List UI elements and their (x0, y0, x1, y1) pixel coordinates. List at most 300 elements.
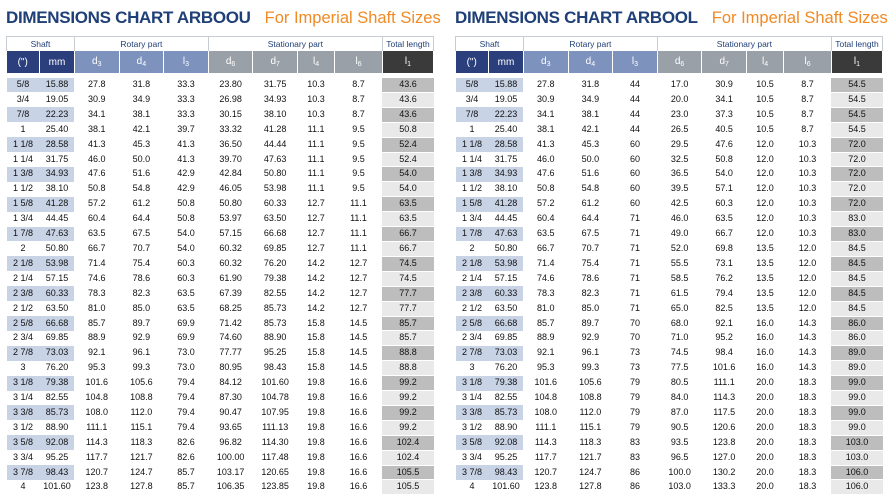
cell-d7: 53.98 (263, 183, 287, 194)
cell-l6: 16.6 (349, 436, 368, 447)
cell-shaft-inch: 3 1/8 (7, 376, 40, 391)
cell-d7: 95.25 (263, 347, 287, 358)
cell-d6: 77.5 (670, 362, 689, 373)
cell-shaft-mm: 50.80 (494, 242, 518, 253)
dimensions-table (6, 36, 434, 495)
cell-l4: 13.5 (756, 242, 774, 253)
table-row (456, 212, 883, 227)
cell-shaft-mm: 60.33 (488, 286, 523, 301)
cell-l3: 82.6 (177, 451, 195, 462)
table-row (456, 361, 883, 376)
cell-d3: 46.0 (537, 153, 555, 164)
cell-shaft-inch: 1 5/8 (456, 197, 489, 212)
cell-d7: 69.8 (715, 242, 733, 253)
cell-l4: 20.0 (756, 421, 774, 432)
cell-d4: 51.6 (132, 168, 151, 179)
sym-l6: $l_6$ (335, 51, 383, 73)
cell-d3: 120.7 (534, 466, 558, 477)
cell-d3: 27.8 (537, 79, 555, 90)
cell-d6: 36.50 (219, 138, 242, 149)
cell-l3: 69.9 (177, 317, 195, 328)
cell-d4: 78.6 (132, 272, 151, 283)
cell-d6: 39.5 (670, 183, 689, 194)
cell-shaft-mm: 88.90 (45, 421, 69, 432)
cell-d3: 108.0 (85, 406, 109, 417)
cell-d7: 66.7 (715, 228, 733, 239)
group-shaft: Shaft (456, 37, 524, 52)
cell-l1: 74.5 (382, 256, 433, 271)
cell-l4: 16.0 (756, 317, 774, 328)
cell-l6: 18.3 (798, 421, 817, 432)
cell-d3: 81.0 (537, 302, 555, 313)
sym-l3: $l_3$ (164, 51, 209, 73)
cell-shaft-inch: 1 1/4 (12, 153, 33, 164)
cell-shaft-inch: 3 3/4 (12, 451, 33, 462)
cell-d3: 30.9 (88, 93, 106, 104)
cell-l3: 86 (629, 481, 640, 492)
cell-shaft-inch: 7/8 (456, 107, 489, 122)
chart-heading (455, 0, 888, 36)
cell-l6: 14.3 (798, 332, 817, 343)
cell-d3: 85.7 (537, 317, 555, 328)
table-row (456, 331, 883, 346)
table-row (456, 465, 883, 480)
cell-l1: 88.8 (382, 346, 433, 361)
table-row (7, 92, 434, 107)
cell-d7: 101.6 (712, 362, 736, 373)
cell-shaft-inch: 1 7/8 (7, 227, 40, 242)
sym-d7: $d_7$ (702, 51, 747, 73)
cell-d3: 34.1 (537, 108, 555, 119)
cell-d6: 50.80 (219, 198, 242, 209)
cell-shaft-inch: 2 5/8 (456, 316, 489, 331)
cell-l1: 54.5 (831, 92, 882, 107)
cell-l6: 14.5 (349, 362, 368, 373)
cell-l6: 18.3 (798, 436, 817, 447)
cell-d7: 82.55 (263, 287, 287, 298)
cell-shaft-inch: 1 (469, 123, 475, 134)
group-shaft: Shaft (7, 37, 75, 52)
cell-l6: 14.5 (349, 317, 368, 328)
cell-l1: 84.5 (831, 256, 882, 271)
cell-d4: 108.8 (130, 392, 153, 403)
cell-l4: 19.8 (307, 436, 325, 447)
cell-d3: 120.7 (85, 466, 109, 477)
cell-shaft-inch: 1 1/8 (7, 137, 40, 152)
cell-l6: 16.6 (349, 392, 368, 403)
cell-l6: 11.1 (350, 228, 367, 239)
cell-d3: 63.5 (537, 228, 555, 239)
cell-l4: 16.0 (756, 332, 774, 343)
cell-d3: 114.3 (85, 436, 108, 447)
cell-d6: 87.0 (670, 406, 689, 417)
cell-l6: 9.5 (352, 138, 365, 149)
cell-d3: 95.3 (88, 362, 106, 373)
cell-d6: 26.5 (670, 123, 689, 134)
cell-l1: 43.6 (382, 78, 433, 92)
cell-d3: 95.3 (537, 362, 555, 373)
cell-d4: 105.6 (130, 377, 153, 388)
cell-d3: 60.4 (88, 213, 106, 224)
cell-shaft-inch: 1 1/2 (461, 183, 482, 194)
table-row (7, 420, 434, 435)
cell-shaft-inch: 2 3/4 (12, 332, 33, 343)
cell-d7: 104.78 (261, 392, 289, 403)
cell-d7: 30.9 (715, 79, 733, 90)
cell-d7: 31.75 (263, 79, 287, 90)
cell-shaft-mm: 47.63 (39, 227, 74, 242)
table-row (456, 450, 883, 465)
cell-shaft-mm: 82.55 (494, 392, 518, 403)
cell-d7: 60.3 (715, 198, 733, 209)
cell-l4: 12.0 (756, 198, 774, 209)
cell-l3: 71 (629, 213, 640, 224)
cell-d4: 99.3 (132, 362, 151, 373)
cell-d7: 44.44 (263, 138, 287, 149)
cell-l4: 20.0 (756, 436, 774, 447)
cell-shaft-inch: 2 1/2 (12, 302, 33, 313)
cell-l1: 86.0 (831, 316, 882, 331)
cell-l6: 8.7 (352, 93, 365, 104)
cell-d7: 123.85 (261, 481, 289, 492)
cell-shaft-mm: 60.33 (39, 286, 74, 301)
cell-d6: 60.32 (219, 257, 242, 268)
cell-d3: 27.8 (88, 79, 106, 90)
cell-l1: 99.0 (831, 391, 882, 406)
cell-d7: 114.30 (261, 436, 289, 447)
cell-shaft-inch: 2 3/4 (461, 332, 482, 343)
cell-l6: 18.3 (798, 466, 817, 477)
cell-d4: 96.1 (132, 347, 151, 358)
cell-d7: 95.2 (715, 332, 733, 343)
sym-d6: $d_6$ (657, 51, 702, 73)
cell-d6: 53.97 (219, 213, 242, 224)
cell-shaft-mm: 73.03 (39, 346, 74, 361)
cell-l1: 89.0 (831, 346, 882, 361)
cell-d4: 85.0 (132, 302, 151, 313)
cell-shaft-inch: 1 (20, 123, 26, 134)
cell-l1: 52.4 (382, 152, 433, 167)
table-row (7, 316, 434, 331)
cell-d6: 84.12 (219, 377, 242, 388)
cell-d7: 98.43 (263, 362, 287, 373)
cell-shaft-inch: 2 1/2 (461, 302, 482, 313)
cell-l3: 39.7 (177, 123, 195, 134)
cell-l6: 12.0 (798, 257, 817, 268)
cell-l6: 10.3 (798, 213, 817, 224)
cell-l4: 11.1 (307, 183, 325, 194)
cell-d3: 101.6 (85, 377, 109, 388)
table-row (456, 152, 883, 167)
cell-shaft-mm: 15.88 (488, 78, 523, 92)
cell-d6: 61.90 (219, 272, 242, 283)
cell-l4: 12.0 (756, 138, 774, 149)
cell-l4: 13.5 (756, 257, 774, 268)
cell-l1: 102.4 (382, 435, 433, 450)
cell-l6: 12.0 (798, 242, 817, 253)
cell-l6: 12.7 (349, 272, 368, 283)
cell-d6: 32.5 (670, 153, 689, 164)
cell-l6: 18.3 (798, 377, 817, 388)
cell-l3: 50.8 (177, 198, 195, 209)
cell-l3: 41.3 (177, 153, 195, 164)
cell-d4: 67.5 (132, 228, 151, 239)
cell-shaft-mm: 47.63 (488, 227, 523, 242)
cell-d6: 80.95 (219, 362, 242, 373)
cell-d7: 79.38 (263, 272, 287, 283)
cell-l3: 86 (629, 466, 640, 477)
cell-d7: 47.6 (715, 138, 733, 149)
cell-shaft-inch: 1 3/8 (7, 167, 40, 182)
cell-shaft-inch: 3 1/4 (12, 392, 33, 403)
cell-d6: 87.30 (219, 392, 242, 403)
cell-d7: 54.0 (715, 168, 733, 179)
cell-l4: 11.1 (307, 138, 325, 149)
cell-shaft-mm: 85.73 (39, 405, 74, 420)
table-row (456, 92, 883, 107)
cell-l3: 73 (629, 347, 640, 358)
cell-d6: 20.0 (670, 93, 689, 104)
cell-shaft-inch: 2 (20, 242, 26, 253)
cell-d6: 74.5 (670, 347, 689, 358)
cell-d3: 92.1 (537, 347, 555, 358)
cell-shaft-inch: 1 1/2 (12, 183, 33, 194)
cell-d3: 123.8 (85, 481, 109, 492)
cell-l3: 79.4 (177, 421, 195, 432)
table-row (456, 137, 883, 152)
cell-shaft-inch: 2 1/4 (461, 272, 482, 283)
cell-d3: 85.7 (88, 317, 106, 328)
cell-shaft-inch: 1 3/4 (461, 213, 482, 224)
group-total: Total length (382, 37, 433, 52)
cell-shaft-inch: 3 7/8 (7, 465, 40, 480)
cell-l3: 60.3 (177, 272, 195, 283)
cell-shaft-mm: 88.90 (494, 421, 518, 432)
cell-l3: 60 (629, 168, 640, 179)
cell-l4: 10.5 (756, 123, 774, 134)
cell-d6: 52.0 (670, 242, 689, 253)
cell-shaft-inch: 3 3/8 (456, 405, 489, 420)
table-row (7, 241, 434, 256)
cell-d4: 124.7 (579, 466, 602, 477)
cell-shaft-mm: 101.60 (43, 481, 71, 492)
cell-d4: 124.7 (130, 466, 153, 477)
cell-d3: 71.4 (88, 257, 106, 268)
cell-shaft-mm: 92.08 (39, 435, 74, 450)
cell-l6: 14.3 (798, 362, 817, 373)
group-rotary: Rotary part (74, 37, 208, 52)
symbol-header-row (456, 51, 883, 73)
cell-l1: 105.5 (382, 480, 433, 495)
cell-d4: 89.7 (132, 317, 151, 328)
cell-d4: 61.2 (581, 198, 600, 209)
sym-d4: $d_4$ (119, 51, 164, 73)
cell-d4: 96.1 (581, 347, 600, 358)
cell-l1: 72.0 (831, 152, 882, 167)
cell-l6: 16.6 (349, 377, 368, 388)
cell-shaft-mm: 95.25 (45, 451, 69, 462)
cell-l1: 63.5 (382, 197, 433, 212)
cell-l1: 54.5 (831, 107, 882, 122)
cell-d3: 60.4 (537, 213, 555, 224)
cell-l4: 12.7 (307, 213, 325, 224)
cell-l3: 44 (629, 123, 640, 134)
cell-shaft-inch: 3 3/8 (7, 405, 40, 420)
group-total: Total length (831, 37, 882, 52)
cell-l3: 33.3 (177, 93, 195, 104)
cell-l4: 14.2 (307, 287, 325, 298)
cell-l3: 83 (629, 436, 640, 447)
cell-l4: 11.1 (307, 168, 325, 179)
cell-d4: 42.1 (132, 123, 151, 134)
cell-d3: 47.6 (537, 168, 555, 179)
cell-d6: 77.77 (219, 347, 242, 358)
table-row (456, 301, 883, 316)
cell-l3: 44 (629, 93, 640, 104)
chart-heading (6, 0, 441, 36)
cell-l1: 77.7 (382, 301, 433, 316)
cell-l1: 84.5 (831, 301, 882, 316)
cell-d6: 65.0 (670, 302, 689, 313)
sym-d3: $d_3$ (523, 51, 568, 73)
cell-d7: 50.80 (263, 168, 287, 179)
cell-l1: 54.5 (831, 78, 882, 92)
cell-shaft-inch: 2 1/8 (7, 256, 40, 271)
cell-shaft-inch: 3 1/8 (456, 376, 489, 391)
table-row (7, 346, 434, 361)
chart-subtitle: For Imperial Shaft Sizes (264, 9, 441, 27)
cell-d3: 74.6 (88, 272, 106, 283)
table-row (7, 212, 434, 227)
table-row (456, 405, 883, 420)
table-row (7, 465, 434, 480)
cell-d4: 64.4 (132, 213, 151, 224)
cell-l6: 8.7 (352, 79, 365, 90)
cell-l1: 43.6 (382, 92, 433, 107)
cell-d7: 98.4 (715, 347, 733, 358)
cell-d3: 71.4 (537, 257, 555, 268)
cell-shaft-mm: 25.40 (494, 123, 518, 134)
cell-d3: 117.7 (85, 451, 108, 462)
cell-l4: 13.5 (756, 287, 774, 298)
cell-l1: 89.0 (831, 361, 882, 376)
cell-d3: 123.8 (534, 481, 558, 492)
cell-l4: 14.2 (307, 272, 325, 283)
cell-d3: 88.9 (537, 332, 555, 343)
cell-l4: 11.1 (307, 123, 325, 134)
cell-shaft-mm: 53.98 (39, 256, 74, 271)
cell-d4: 118.3 (130, 436, 153, 447)
cell-d4: 45.3 (581, 138, 600, 149)
cell-shaft-inch: 1 1/4 (461, 153, 482, 164)
cell-shaft-mm: 25.40 (45, 123, 69, 134)
cell-d6: 33.32 (219, 123, 242, 134)
cell-shaft-mm: 31.75 (45, 153, 69, 164)
cell-d7: 38.10 (263, 108, 287, 119)
table-row (7, 376, 434, 391)
cell-d7: 40.5 (715, 123, 733, 134)
cell-d4: 127.8 (130, 481, 153, 492)
cell-l4: 10.5 (756, 93, 774, 104)
table-row (456, 256, 883, 271)
cell-d7: 34.93 (263, 93, 287, 104)
cell-d3: 63.5 (88, 228, 106, 239)
cell-l3: 79.4 (177, 406, 195, 417)
cell-l6: 14.3 (798, 347, 817, 358)
cell-l3: 41.3 (177, 138, 195, 149)
cell-l3: 33.3 (177, 79, 195, 90)
cell-l3: 83 (629, 451, 640, 462)
cell-shaft-inch: 3/4 (16, 93, 30, 104)
cell-l1: 83.0 (831, 227, 882, 242)
table-row (7, 107, 434, 122)
cell-shaft-mm: 50.80 (45, 242, 69, 253)
cell-shaft-mm: 41.28 (488, 197, 523, 212)
cell-d4: 92.9 (132, 332, 151, 343)
cell-d3: 117.7 (534, 451, 557, 462)
cell-l3: 71 (629, 242, 640, 253)
cell-d3: 47.6 (88, 168, 106, 179)
cell-l3: 71 (629, 272, 640, 283)
cell-d7: 41.28 (263, 123, 287, 134)
cell-d3: 57.2 (88, 198, 106, 209)
cell-shaft-mm: 31.75 (494, 153, 518, 164)
cell-l3: 63.5 (177, 287, 195, 298)
cell-shaft-mm: 44.45 (494, 213, 518, 224)
sym-d6: $d_6$ (208, 51, 253, 73)
cell-l6: 10.3 (798, 168, 817, 179)
cell-d6: 74.60 (219, 332, 242, 343)
cell-d6: 90.5 (670, 421, 689, 432)
cell-l1: 103.0 (831, 450, 882, 465)
cell-l3: 60.3 (177, 257, 195, 268)
cell-l6: 10.3 (798, 138, 817, 149)
cell-l3: 79 (629, 377, 640, 388)
table-row (7, 450, 434, 465)
symbol-header-row (7, 51, 434, 73)
cell-shaft-mm: 98.43 (488, 465, 523, 480)
table-row (456, 197, 883, 212)
table-row (456, 122, 883, 137)
cell-d4: 54.8 (581, 183, 600, 194)
cell-l1: 102.4 (382, 450, 433, 465)
cell-shaft-inch: 7/8 (7, 107, 40, 122)
cell-d3: 78.3 (88, 287, 106, 298)
cell-shaft-mm: 38.10 (45, 183, 69, 194)
cell-l6: 16.6 (349, 466, 368, 477)
cell-l3: 73.0 (177, 347, 195, 358)
cell-d7: 66.68 (263, 228, 287, 239)
cell-d4: 127.8 (579, 481, 602, 492)
cell-l1: 72.0 (831, 137, 882, 152)
table-row (456, 316, 883, 331)
cell-d6: 71.0 (670, 332, 689, 343)
group-stationary: Stationary part (208, 37, 382, 52)
cell-l3: 70 (629, 317, 640, 328)
cell-l1: 63.5 (382, 212, 433, 227)
cell-l3: 54.0 (177, 228, 195, 239)
cell-l1: 88.8 (382, 361, 433, 376)
table-row (7, 78, 434, 92)
arbool-panel (455, 0, 888, 495)
cell-d7: 63.50 (263, 213, 287, 224)
cell-d6: 55.5 (670, 257, 689, 268)
cell-l3: 44 (629, 108, 640, 119)
cell-d3: 104.8 (534, 392, 558, 403)
cell-shaft-inch: 1 7/8 (456, 227, 489, 242)
cell-l4: 15.8 (307, 317, 325, 328)
table-row (456, 78, 883, 92)
